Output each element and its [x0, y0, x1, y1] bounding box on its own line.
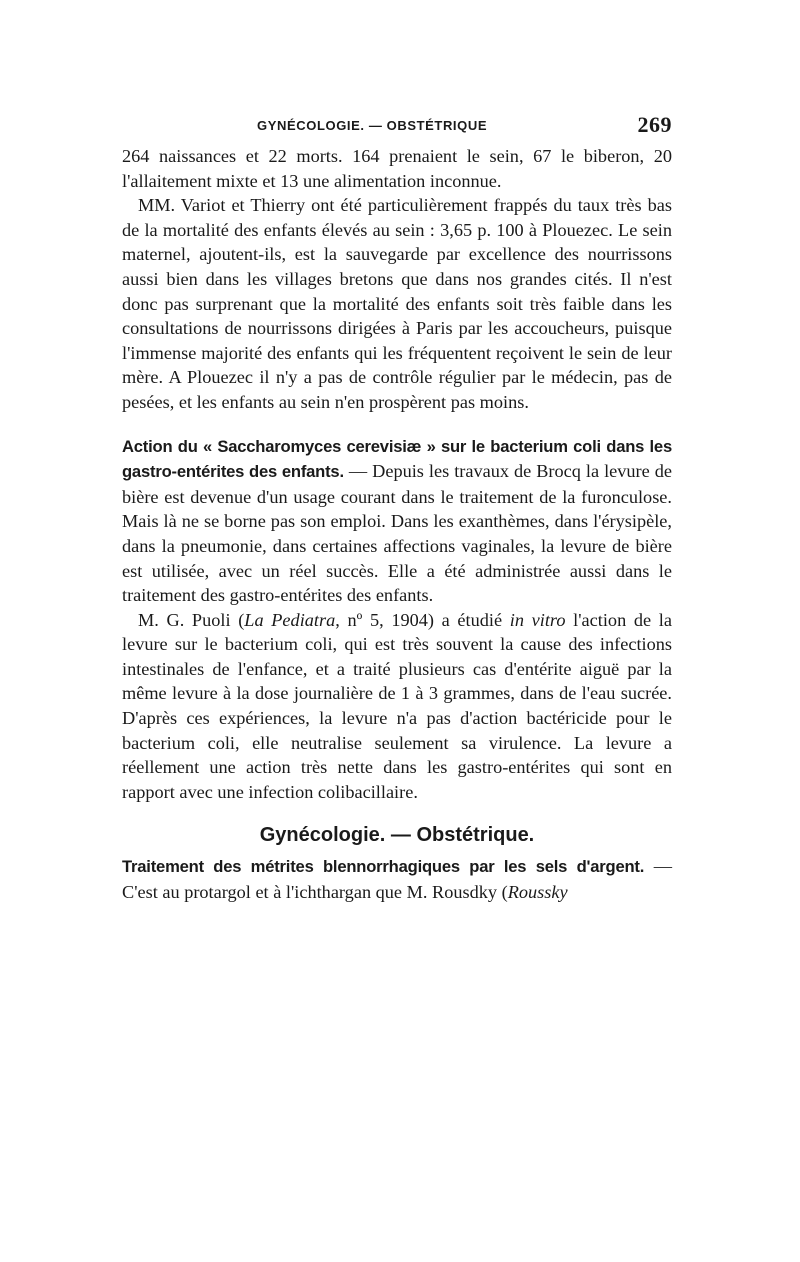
paragraph-birth-statistics: 264 naissances et 22 morts. 164 prenaient le sein, 67 le biberon, 20 l'allaitement mixte et 13 une alimentation inconnue. [122, 146, 672, 191]
section-heading: Gynécologie. — Obstétrique. [259, 824, 535, 847]
author-name-italic: Roussky [507, 882, 568, 903]
running-head-title: GYNÉCOLOGIE. — OBSTÉTRIQUE [257, 118, 488, 133]
puoli-text-c: l'action de la levure sur le bacterium coli, qui est très souvent la cause des infections intestinales de l'enfance, et a traité plusieurs cas d'entérite aiguë par la même levure à la dose journalière de 1 à 3 grammes, dans de l'eau sucrée. D'après ces expériences, la levure n'a pas d'action bactéricide pour le bacterium coli, elle neutralise seulement sa virulence. La levure a réellement une action très nette dans les gastro-entérites qui sont en rapport avec une infection colibacillaire. [122, 609, 672, 802]
body-text [122, 144, 672, 905]
article-heading-saccharomyces: Action du « Saccharomyces cerevisiæ » sur le bacterium coli dans les gastro-entérites des enfants. [122, 436, 672, 482]
in-vitro-term: in vitro [509, 609, 566, 630]
paragraph-saccharomyces-text: — Depuis les travaux de Brocq la levure de bière est devenue d'un usage courant dans le traitement de la furonculose. Mais là ne se borne pas son emploi. Dans les exanthèmes, dans l'érysipèle, dans la pneumonie, dans certaines affections vaginales, la levure de bière est utilisée, avec un réel succès. Elle a été administrée aussi dans le traitement des gastro-entérites des enfants. [122, 461, 672, 606]
running-head [122, 112, 672, 140]
puoli-text-b: , nº 5, 1904) a étudié [335, 609, 510, 630]
puoli-text-a: M. G. Puoli ( [138, 609, 245, 630]
article-heading-metrites: Traitement des métrites blennorrhagiques par les sels d'argent. [122, 857, 645, 877]
paragraph-metrites-text: — C'est au protargol et à l'ichthargan que M. Rousdky ( [122, 856, 672, 903]
journal-title: La Pediatra [244, 609, 336, 630]
page-number: 269 [637, 112, 672, 137]
paragraph-saccharomyces [122, 434, 672, 608]
book-page [122, 112, 672, 905]
paragraph-puoli [122, 608, 672, 805]
paragraph-variot-thierry: MM. Variot et Thierry ont été particulièrement frappés du taux très bas de la mortalité des enfants élevés au sein : 3,65 p. 100 à Plouezec. Le sein maternel, ajoutent-ils, est la sauvegarde par excellence des nourrissons aussi bien dans les villages bretons que dans nos grandes cités. Il n'est donc pas surprenant que la mortalité des enfants soit très faible dans les consultations de nourrissons dirigées à Paris par les accoucheurs, puisque l'immense majorité des enfants qui les fréquentent reçoivent le sein de leur mère. A Plouezec il n'y a pas de contrôle régulier par le médecin, pas de pesées, et les enfants au sein n'en prospèrent pas moins. [122, 195, 672, 412]
paragraph-metrites [122, 854, 672, 904]
